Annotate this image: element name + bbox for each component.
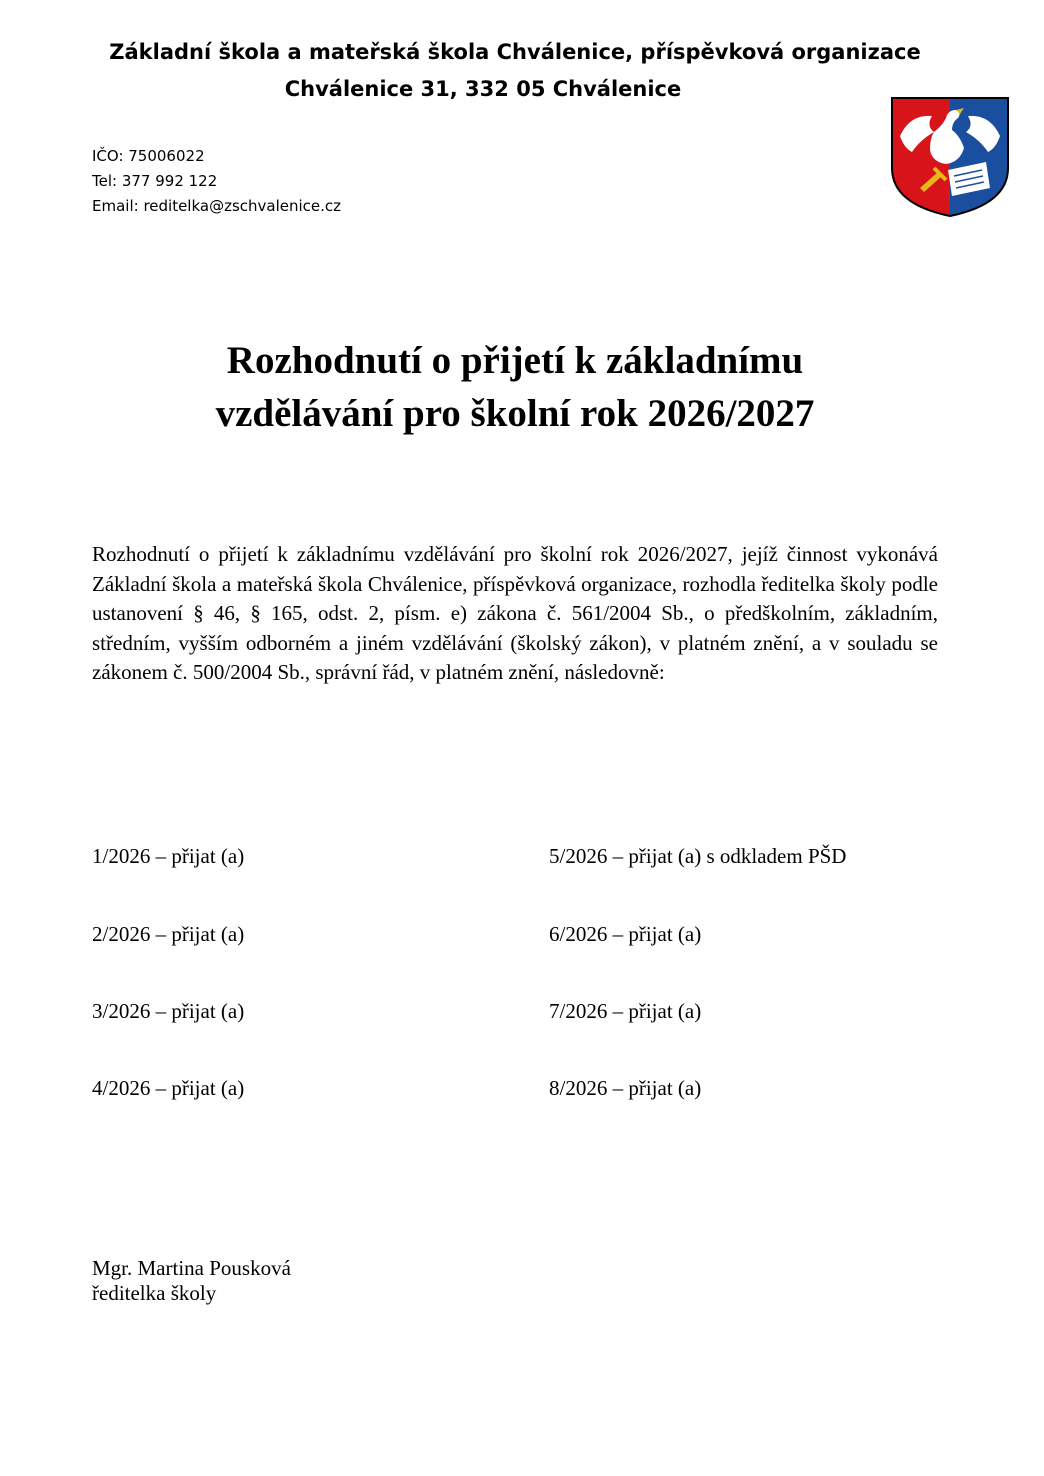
result-item: 5/2026 – přijat (a) s odkladem PŠD (549, 844, 847, 868)
result-item: 2/2026 – přijat (a) (92, 922, 245, 946)
result-item: 7/2026 – přijat (a) (549, 999, 702, 1023)
signatory-role: ředitelka školy (92, 1281, 217, 1305)
contact-ico: IČO: 75006022 (92, 147, 205, 165)
result-item: 6/2026 – přijat (a) (549, 922, 702, 946)
contact-email: Email: reditelka@zschvalenice.cz (92, 197, 342, 215)
school-name: Základní škola a mateřská škola Chválenice, příspěvková organizace (109, 40, 921, 64)
contact-phone: Tel: 377 992 122 (92, 172, 218, 190)
document-title-line1: Rozhodnutí o přijetí k základnímu (226, 339, 804, 382)
result-item: 3/2026 – přijat (a) (92, 999, 245, 1023)
school-address: Chválenice 31, 332 05 Chválenice (284, 77, 682, 101)
result-item: 1/2026 – přijat (a) (92, 844, 245, 868)
result-item: 8/2026 – přijat (a) (549, 1076, 702, 1100)
document-title-line2: vzdělávání pro školní rok 2026/2027 (215, 392, 815, 435)
result-item: 4/2026 – přijat (a) (92, 1076, 245, 1100)
signatory-name: Mgr. Martina Pousková (92, 1256, 291, 1280)
decision-paragraph: Rozhodnutí o přijetí k základnímu vzdělávání pro školní rok 2026/2027, jejíž činnost vykonává Základní škola a mateřská škola Chválenice, příspěvková organizace, rozhodla ředitelka školy podle ustanovení § 46, § 165, odst. 2, písm. e) zákona č. 561/2004 Sb., o předškolním, základním, středním, vyšším odborném a jiném vzdělávání (školský zákon), v platném znění, a v souladu se zákonem č. 500/2004 Sb., správní řád, v platném znění, následovně: (92, 542, 938, 684)
coat-of-arms-icon (890, 96, 1010, 218)
